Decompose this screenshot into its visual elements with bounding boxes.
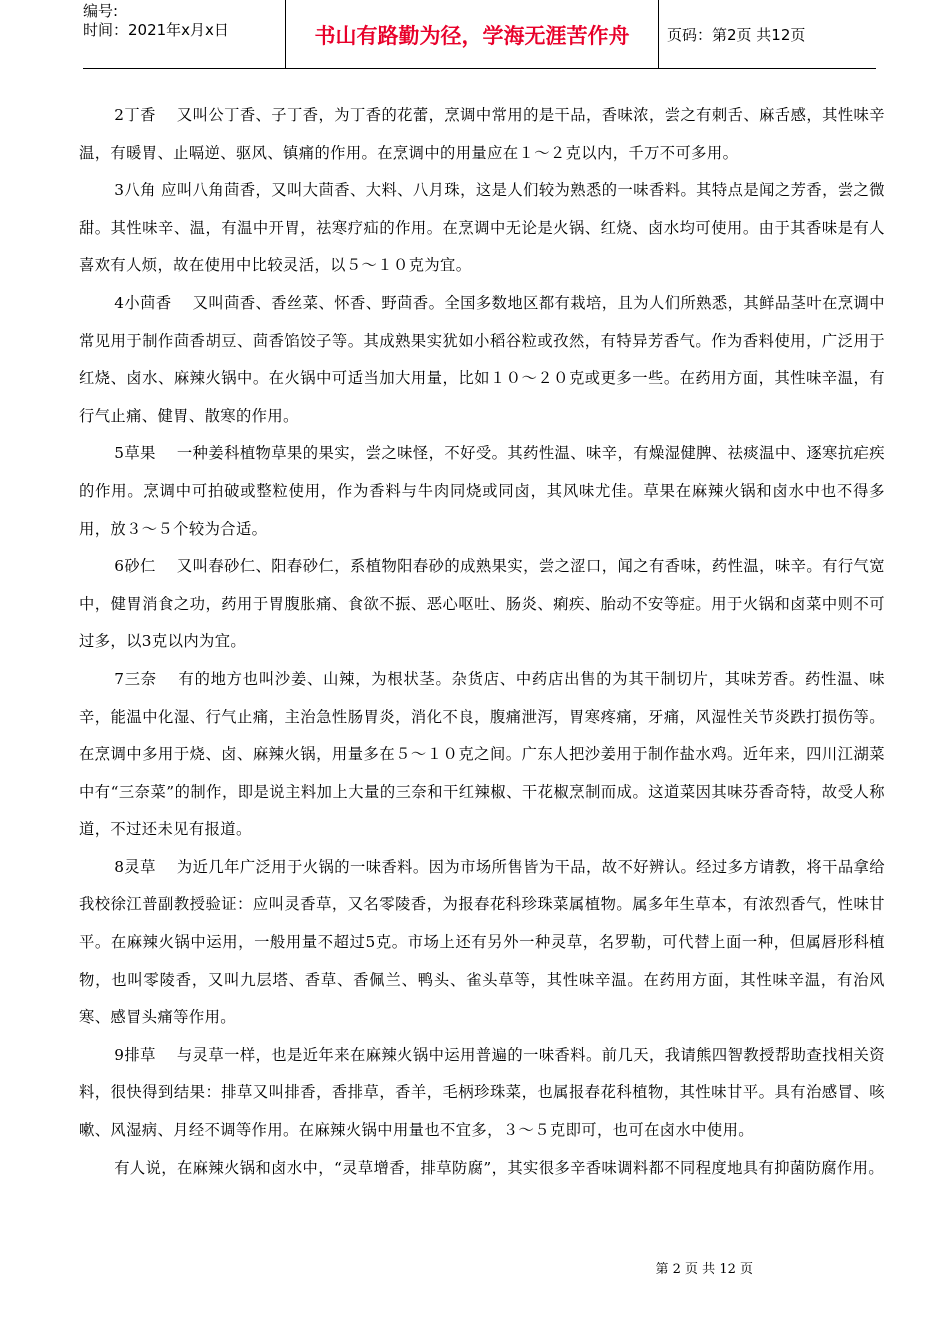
document-body [79, 97, 885, 1187]
paragraph-conclusion: 有人说，在麻辣火锅和卤水中，“灵草增香，排草防腐”，其实很多辛香味调料都不同程度地具有抑菌防腐作用。 [114, 1158, 885, 1177]
header-page-cell [659, 0, 876, 68]
header-meta [83, 0, 285, 68]
header-page-number: 页码：第2页 共12页 [667, 25, 806, 44]
paragraph-tsaoko: 5草果 一种姜科植物草果的果实，尝之味怪，不好受。其药性温、味辛，有燥湿健脾、祛痰温中、逐寒抗疟疾的作用。烹调中可拍破或整粒使用，作为香料与牛肉同烧或同卤，其风味尤佳。草果在麻辣火锅和卤水中也不得多用，放３～５个较为合适。 [79, 444, 885, 538]
paragraph-kaempferia: 7三奈 有的地方也叫沙姜、山辣，为根状茎。杂货店、中药店出售的为其干制切片，其味芳香。药性温、味辛，能温中化湿、行气止痛，主治急性肠胃炎，消化不良，腹痛泄泻，胃寒疼痛，牙痛，风湿性关节炎跌打损伤等。在烹调中多用于烧、卤、麻辣火锅，用量多在５～１０克之间。广东人把沙姜用于制作盐水鸡。近年来，四川江湖菜中有“三奈菜”的制作，即是说主料加上大量的三奈和干红辣椒、干花椒烹制而成。这道菜因其味芬香奇特，故受人称道，不过还未见有报道。 [79, 669, 885, 839]
paragraph-amomum: 6砂仁 又叫春砂仁、阳春砂仁，系植物阳春砂的成熟果实，尝之涩口，闻之有香味，药性温，味辛。有行气宽中，健胃消食之功，药用于胃腹胀痛、食欲不振、恶心呕吐、肠炎、痢疾、胎动不安等症。用于火锅和卤菜中则不可过多，以3克以内为宜。 [79, 557, 885, 651]
paragraph-star-anise: 3八角 应叫八角茴香，又叫大茴香、大料、八月珠，这是人们较为熟悉的一味香料。其特点是闻之芳香，尝之微甜。其性味辛、温，有温中开胃，祛寒疗疝的作用。在烹调中无论是火锅、红烧、卤水均可使用。由于其香味是有人喜欢有人烦，故在使用中比较灵活，以５～１０克为宜。 [79, 181, 885, 275]
header-motto: 书山有路勤为径，学海无涯苦作舟 [314, 24, 630, 48]
document-number-label: 编号: [83, 2, 119, 20]
paragraph-lingcao: 8灵草 为近几年广泛用于火锅的一味香料。因为市场所售皆为干品，故不好辨认。经过多方请教，将干品拿给我校徐江普副教授验证：应叫灵香草，又名零陵香，为报春花科珍珠菜属植物。属多年生草本，有浓烈香气，性味甘平。在麻辣火锅中运用，一般用量不超过5克。市场上还有另外一种灵草，名罗勒，可代替上面一种，但属唇形科植物，也叫零陵香，又叫九层塔、香草、香佩兰、鸭头、雀头草等，其性味辛温。在药用方面，其性味辛温，有治风寒、感冒头痛等作用。 [79, 857, 885, 1027]
paragraph-fennel: 4小茴香 又叫茴香、香丝菜、怀香、野茴香。全国多数地区都有栽培，且为人们所熟悉，其鲜品茎叶在烹调中常见用于制作茴香胡豆、茴香馅饺子等。其成熟果实犹如小稻谷粒或孜然，有特异芳香气。作为香料使用，广泛用于红烧、卤水、麻辣火锅中。在火锅中可适当加大用量，比如１０～２０克或更多一些。在药用方面，其性味辛温，有行气止痛、健胃、散寒的作用。 [79, 293, 885, 425]
paragraph-paicao: 9排草 与灵草一样，也是近年来在麻辣火锅中运用普遍的一味香料。前几天，我请熊四智教授帮助查找相关资料，很快得到结果：排草又叫排香，香排草，香羊，毛柄珍珠菜，也属报春花科植物，其性味甘平。具有治感冒、咳嗽、风湿病、月经不调等作用。在麻辣火锅中用量也不宜多，３～５克即可，也可在卤水中使用。 [79, 1045, 885, 1140]
document-time-label: 时间：2021年x月x日 [83, 21, 229, 39]
footer-page-number: 第 2 页 共 12 页 [655, 1262, 753, 1277]
header-motto-cell [285, 0, 659, 68]
page-header [83, 0, 876, 69]
paragraph-clove: 2丁香 又叫公丁香、子丁香，为丁香的花蕾，烹调中常用的是干品，香味浓，尝之有刺舌、麻舌感，其性味辛温，有暖胃、止嗝逆、驱风、镇痛的作用。在烹调中的用量应在１～２克以内，千万不可多用。 [79, 106, 885, 162]
page-footer [0, 1258, 950, 1277]
